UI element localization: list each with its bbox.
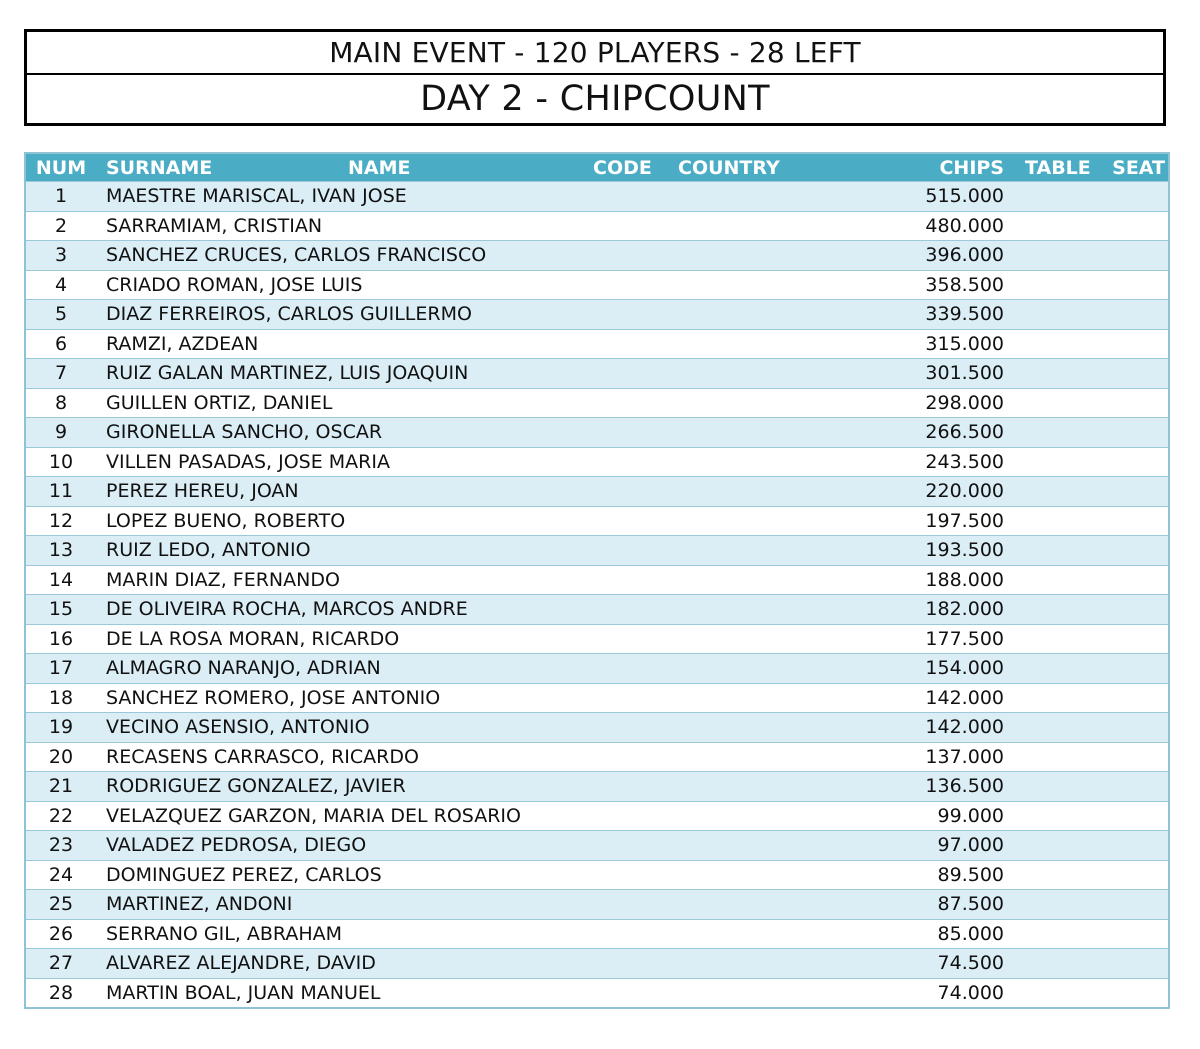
table-row	[26, 594, 1168, 624]
player-name: MARTIN BOAL, JUAN MANUEL	[106, 981, 381, 1004]
table-row	[26, 181, 1168, 211]
chipcount-table	[24, 152, 1170, 1009]
player-chips: 188.000	[925, 568, 1004, 591]
player-rank: 16	[48, 627, 74, 650]
player-rank: 26	[48, 922, 74, 945]
table-row	[26, 565, 1168, 595]
event-subtitle: DAY 2 - CHIPCOUNT	[420, 79, 770, 119]
table-row	[26, 653, 1168, 683]
player-chips: 177.500	[925, 627, 1004, 650]
player-chips: 515.000	[925, 185, 1004, 208]
player-rank: 22	[48, 804, 74, 827]
col-header-table: TABLE	[1025, 156, 1091, 179]
player-chips: 142.000	[925, 716, 1004, 739]
player-rank: 7	[54, 362, 68, 385]
col-header-surname: SURNAME	[106, 156, 213, 179]
player-rank: 17	[48, 657, 74, 680]
player-name: ALVAREZ ALEJANDRE, DAVID	[106, 952, 376, 975]
player-name: VELAZQUEZ GARZON, MARIA DEL ROSARIO	[106, 804, 521, 827]
player-rank: 24	[48, 863, 74, 886]
player-rank: 13	[48, 539, 74, 562]
table-row	[26, 742, 1168, 772]
table-row	[26, 358, 1168, 388]
player-chips: 358.500	[925, 273, 1004, 296]
player-rank: 15	[48, 598, 74, 621]
player-chips: 197.500	[925, 509, 1004, 532]
player-chips: 480.000	[925, 214, 1004, 237]
table-row	[26, 476, 1168, 506]
table-row	[26, 535, 1168, 565]
table-row	[26, 948, 1168, 978]
player-rank: 6	[54, 332, 68, 355]
player-chips: 136.500	[925, 775, 1004, 798]
player-rank: 28	[48, 981, 74, 1004]
player-chips: 137.000	[925, 745, 1004, 768]
player-name: ALMAGRO NARANJO, ADRIAN	[106, 657, 381, 680]
player-name: DE OLIVEIRA ROCHA, MARCOS ANDRE	[106, 598, 468, 621]
table-header	[26, 154, 1168, 181]
player-chips: 298.000	[925, 391, 1004, 414]
player-chips: 220.000	[925, 480, 1004, 503]
player-chips: 85.000	[937, 922, 1004, 945]
table-row	[26, 919, 1168, 949]
table-row	[26, 801, 1168, 831]
player-name: RODRIGUEZ GONZALEZ, JAVIER	[106, 775, 406, 798]
player-rank: 19	[48, 716, 74, 739]
player-rank: 18	[48, 686, 74, 709]
player-chips: 154.000	[925, 657, 1004, 680]
col-header-code: CODE	[593, 156, 652, 179]
table-row	[26, 211, 1168, 241]
player-name: SARRAMIAM, CRISTIAN	[106, 214, 323, 237]
player-chips: 301.500	[925, 362, 1004, 385]
player-chips: 97.000	[937, 834, 1004, 857]
player-chips: 182.000	[925, 598, 1004, 621]
player-rank: 20	[48, 745, 74, 768]
player-name: CRIADO ROMAN, JOSE LUIS	[106, 273, 363, 296]
title-box	[24, 29, 1166, 126]
player-chips: 99.000	[937, 804, 1004, 827]
player-name: MAESTRE MARISCAL, IVAN JOSE	[106, 185, 407, 208]
player-name: SANCHEZ ROMERO, JOSE ANTONIO	[106, 686, 441, 709]
table-row	[26, 329, 1168, 359]
table-row	[26, 388, 1168, 418]
table-row	[26, 506, 1168, 536]
player-chips: 243.500	[925, 450, 1004, 473]
table-row	[26, 889, 1168, 919]
player-chips: 193.500	[925, 539, 1004, 562]
player-chips: 74.500	[937, 952, 1004, 975]
player-chips: 87.500	[937, 893, 1004, 916]
player-name: DOMINGUEZ PEREZ, CARLOS	[106, 863, 382, 886]
player-rank: 9	[54, 421, 68, 444]
table-body	[26, 181, 1168, 1007]
player-name: RECASENS CARRASCO, RICARDO	[106, 745, 419, 768]
player-rank: 4	[54, 273, 68, 296]
table-row	[26, 417, 1168, 447]
table-row	[26, 830, 1168, 860]
player-rank: 14	[48, 568, 74, 591]
player-rank: 3	[54, 244, 68, 267]
player-rank: 21	[48, 775, 74, 798]
player-chips: 266.500	[925, 421, 1004, 444]
player-rank: 23	[48, 834, 74, 857]
player-chips: 315.000	[925, 332, 1004, 355]
player-name: VALADEZ PEDROSA, DIEGO	[106, 834, 367, 857]
col-header-chips: CHIPS	[939, 156, 1004, 179]
player-name: RAMZI, AZDEAN	[106, 332, 259, 355]
player-name: LOPEZ BUENO, ROBERTO	[106, 509, 346, 532]
table-row	[26, 270, 1168, 300]
col-header-name: NAME	[348, 156, 411, 179]
player-name: PEREZ HEREU, JOAN	[106, 480, 299, 503]
player-name: RUIZ GALAN MARTINEZ, LUIS JOAQUIN	[106, 362, 469, 385]
col-header-seat: SEAT	[1112, 156, 1165, 179]
player-rank: 27	[48, 952, 74, 975]
player-chips: 339.500	[925, 303, 1004, 326]
table-row	[26, 299, 1168, 329]
player-name: VECINO ASENSIO, ANTONIO	[106, 716, 370, 739]
player-name: MARIN DIAZ, FERNANDO	[106, 568, 340, 591]
player-rank: 25	[48, 893, 74, 916]
player-name: GIRONELLA SANCHO, OSCAR	[106, 421, 383, 444]
player-name: MARTINEZ, ANDONI	[106, 893, 293, 916]
table-row	[26, 683, 1168, 713]
player-chips: 142.000	[925, 686, 1004, 709]
table-row	[26, 447, 1168, 477]
table-row	[26, 240, 1168, 270]
player-rank: 10	[48, 450, 74, 473]
player-chips: 396.000	[925, 244, 1004, 267]
table-row	[26, 860, 1168, 890]
player-rank: 5	[54, 303, 68, 326]
table-row	[26, 624, 1168, 654]
player-name: VILLEN PASADAS, JOSE MARIA	[106, 450, 390, 473]
table-row	[26, 771, 1168, 801]
player-rank: 2	[54, 214, 68, 237]
player-name: RUIZ LEDO, ANTONIO	[106, 539, 311, 562]
player-rank: 12	[48, 509, 74, 532]
player-chips: 74.000	[937, 981, 1004, 1004]
player-name: SANCHEZ CRUCES, CARLOS FRANCISCO	[106, 244, 487, 267]
col-header-num: NUM	[35, 156, 87, 179]
player-name: SERRANO GIL, ABRAHAM	[106, 922, 343, 945]
player-chips: 89.500	[937, 863, 1004, 886]
player-name: DE LA ROSA MORAN, RICARDO	[106, 627, 400, 650]
event-title: MAIN EVENT - 120 PLAYERS - 28 LEFT	[27, 32, 1163, 75]
col-header-country: COUNTRY	[678, 156, 780, 179]
player-name: GUILLEN ORTIZ, DANIEL	[106, 391, 333, 414]
player-rank: 11	[48, 480, 74, 503]
table-row	[26, 712, 1168, 742]
player-rank: 8	[54, 391, 68, 414]
table-row	[26, 978, 1168, 1008]
player-rank: 1	[54, 185, 68, 208]
player-name: DIAZ FERREIROS, CARLOS GUILLERMO	[106, 303, 472, 326]
